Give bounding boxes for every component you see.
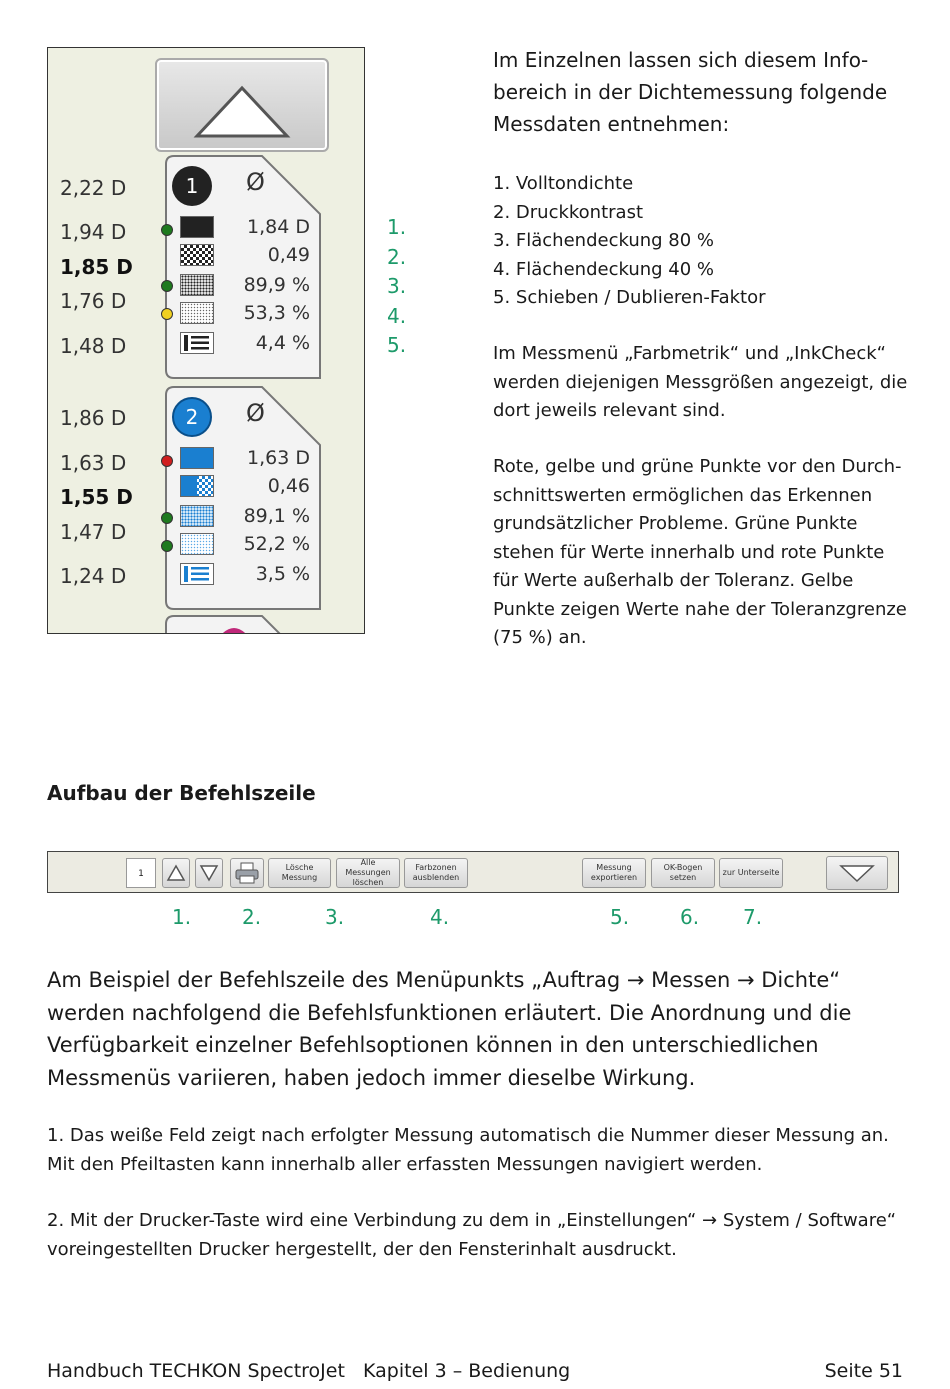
card-1-left-value-1: 2,22 D [60,176,127,200]
info-panel-screenshot [47,47,365,634]
list-item: 1. Volltondichte [493,173,634,194]
green-dot-icon [161,540,173,552]
arrow-down-icon [199,864,219,882]
measurement-number-field[interactable]: 1 [126,858,156,888]
cmd-number: 5. [610,905,630,929]
card-1-value-2: 0,49 [267,244,310,266]
color-card-2 [164,385,320,605]
list-item: 2. Druckkontrast [493,201,644,223]
coverage-80-swatch [180,505,214,527]
green-dot-icon [161,224,173,236]
card-2-row-slur [180,563,320,587]
triangle-up-icon [157,60,327,150]
card-1-row-slur [180,332,320,356]
card-2-row-40 [180,533,320,557]
section-title: Aufbau der Befehlszeile [47,781,316,805]
explanation-item-1: 1. Das weiße Feld zeigt nach erfolgter Messung automatisch die Nummer dieser Messung an. Mit den Pfeiltasten kann innerhalb aller erfassten Messungen navigiert werden. [47,1125,889,1175]
color-card-3-partial [164,614,324,634]
green-dot-icon [161,280,173,292]
measurement-menu-paragraph: Im Messmenü „Farbmetrik“ und „InkCheck“ werden diejenigen Messgrößen angezeigt, die dort jeweils relevant sind. [493,343,908,421]
intro-paragraph: Im Einzelnen lassen sich diesem Infobereich in der Dichtemessung folgende Messdaten entnehmen: [493,48,888,136]
arrow-up-icon [166,864,186,882]
slur-swatch [180,563,214,585]
slur-swatch [180,332,214,354]
card-2-row-contrast [180,475,320,499]
list-item: 3. Flächendeckung 80 % [493,230,715,251]
to-subpage-button[interactable]: zur Unterseite [719,858,783,888]
card-2-left-value-3: 1,55 D [60,485,133,509]
card-1-value-4: 53,3 % [243,302,310,324]
card-2-value-3: 89,1 % [243,505,310,527]
card-1-left-value-3: 1,85 D [60,255,133,279]
footer-title: Handbuch TECHKON SpectroJet Kapitel 3 – Bedienung [47,1360,571,1382]
contrast-swatch [180,244,214,266]
card-2-left-value-5: 1,24 D [60,564,127,588]
card-1-left-value-5: 1,48 D [60,334,127,358]
cmd-number: 7. [743,905,763,929]
card-1-average-symbol: Ø [246,168,265,196]
card-2-value-1: 1,63 D [247,447,310,469]
cmd-number: 1. [172,905,192,929]
card-1-value-5: 4,4 % [255,332,310,354]
side-number: 3. [387,274,407,298]
list-item: 5. Schieben / Dublieren-Faktor [493,287,766,308]
cmd-number: 3. [325,905,345,929]
solid-swatch [180,216,214,238]
side-number: 2. [387,244,407,269]
dots-explanation-paragraph: Rote, gelbe und grüne Punkte vor den Durchschnittswerten ermöglichen das Erkennen grundsätzlicher Probleme. Grüne Punkte stehen für Werte innerhalb und rote Punkte für Werte außerhalb der Toleranz. Gelbe Punkte zeigen Werte nahe der Toleranzgrenze (75 %) an. [493,456,907,648]
card-1-value-1: 1,84 D [247,216,310,238]
color-card-1 [164,154,320,374]
card-1-row-40 [180,302,320,326]
card-2-left-value-4: 1,47 D [60,520,127,544]
side-number: 5. [387,333,407,357]
card-1-row-contrast [180,244,320,268]
coverage-80-swatch [180,274,214,296]
command-bar [47,851,899,893]
card-2-row-solid [180,447,320,471]
card-1-value-3: 89,9 % [243,274,310,296]
delete-all-measurements-button[interactable]: Alle Messungen löschen [336,858,400,888]
green-dot-icon [161,512,173,524]
measurement-data-list [493,170,766,313]
export-measurement-button[interactable]: Messung exportieren [582,858,646,888]
coverage-40-swatch [180,533,214,555]
next-measurement-button[interactable] [195,858,223,888]
contrast-swatch [180,475,214,497]
card-2-number: 2 [172,397,212,437]
printer-icon [234,862,260,884]
card-2-average-symbol: Ø [246,399,265,427]
card-1-row-solid [180,216,320,240]
hide-color-zones-button[interactable]: Farbzonen ausblenden [404,858,468,888]
card-2-row-80 [180,505,320,529]
card-2-value-4: 52,2 % [243,533,310,555]
previous-measurement-button[interactable] [162,858,190,888]
side-number: 4. [387,303,407,328]
page-number: Seite 51 [824,1360,903,1382]
panel-side-numbers [387,213,406,361]
card-1-left-value-2: 1,94 D [60,220,127,244]
card-2-left-value-2: 1,63 D [60,451,127,475]
card-1-left-value-4: 1,76 D [60,289,127,313]
delete-measurement-button[interactable]: Lösche Messung [268,858,331,888]
set-ok-sheet-button[interactable]: OK-Bogen setzen [651,858,715,888]
list-item: 4. Flächendeckung 40 % [493,258,715,280]
coverage-40-swatch [180,302,214,324]
print-button[interactable] [230,858,264,888]
explanation-item-2: 2. Mit der Drucker-Taste wird eine Verbindung zu dem in „Einstellungen“ → System / Software“ voreingestellten Drucker hergestellt, der den Fensterinhalt ausdruckt. [47,1210,897,1260]
card-2-left-value-1: 1,86 D [60,406,127,430]
solid-swatch [180,447,214,469]
red-dot-icon [161,455,173,467]
command-bar-intro-paragraph: Am Beispiel der Befehlszeile des Menüpunkts „Auftrag → Messen → Dichte“ werden nachfolgend die Befehlsfunktionen erläutert. Die Anordnung und die Verfügbarkeit einzelner Befehlsoptionen können in den unterschiedlichen Messmenüs variieren, haben jedoch immer dieselbe Wirkung. [47,968,852,1090]
triangle-down-icon [837,862,877,884]
cmd-number: 4. [430,905,450,929]
scroll-down-button[interactable] [826,856,888,890]
card-2-value-5: 3,5 % [255,563,310,585]
cmd-number: 2. [242,905,262,929]
yellow-dot-icon [161,308,173,320]
side-number: 1. [387,215,407,239]
command-bar-numbers [0,905,950,935]
card-2-value-2: 0,46 [267,475,310,497]
card-1-number: 1 [172,166,212,206]
scroll-up-button[interactable] [155,58,329,152]
cmd-number: 6. [680,905,700,929]
card-1-row-80 [180,274,320,298]
